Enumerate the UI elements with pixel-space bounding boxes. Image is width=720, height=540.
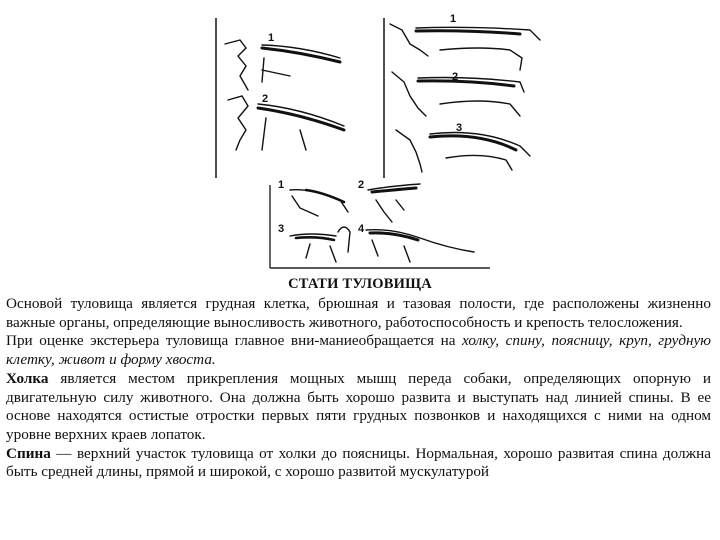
paragraph-evaluation	[6, 332, 711, 369]
panel-c-label-1: 1	[278, 179, 285, 191]
panel-c-outline-4	[366, 230, 474, 262]
panel-c-outline-2	[368, 184, 420, 222]
panel-a-label-1: 1	[268, 32, 275, 44]
evaluation-lead: При оценке экстерьера туловища главное вни-маниеобращается на	[6, 332, 463, 350]
back-description: — верхний участок туловища от холки до поясницы. Нормальная, хорошо развитая спина должна быть средней длины, прямой и широкой, с хорошо развитой мускулатурой	[6, 444, 711, 481]
panel-c-label-3: 3	[278, 223, 285, 235]
panel-c-outline-3	[290, 227, 350, 262]
term-withers: Холка	[6, 369, 49, 387]
withers-description: является местом прикрепления мощных мышц переда собаки, определяющих опорную и двигательную силу животного. Она должна быть хорошо развита и выступать над линией спины. В ее основе находятся остистые отростки первых пяти грудных позвонков и находящихся с ними на одном уровне верхних краев лопаток.	[6, 369, 711, 443]
panel-b-outline-1	[390, 24, 540, 70]
body-text	[6, 295, 711, 482]
panel-a-outline-2	[228, 96, 344, 150]
paragraph-back	[6, 445, 711, 482]
panel-c-label-2: 2	[358, 179, 365, 191]
term-back: Спина	[6, 444, 51, 462]
panel-b-label-2: 2	[452, 71, 459, 83]
paragraph-withers	[6, 370, 711, 445]
panel-a-outline-1	[225, 40, 340, 90]
evaluation-parts-list: холку, спину, поясницу, круп, грудную клетку, живот и форму хвоста.	[6, 332, 711, 369]
paragraph-intro: Основой туловища является грудная клетка, брюшная и тазовая полости, где расположены жизненно важные органы, определяющие выносливость животного, работоспособность и крепость телосложения.	[6, 295, 711, 331]
section-title: СТАТИ ТУЛОВИЩА	[288, 276, 432, 292]
panel-b-label-3: 3	[456, 122, 463, 134]
panel-a-label-2: 2	[262, 93, 269, 105]
panel-b-outline-3	[396, 130, 530, 172]
panel-c-outline-1	[290, 190, 348, 216]
panel-c-label-4: 4	[358, 223, 365, 235]
panel-b-label-1: 1	[450, 13, 457, 25]
